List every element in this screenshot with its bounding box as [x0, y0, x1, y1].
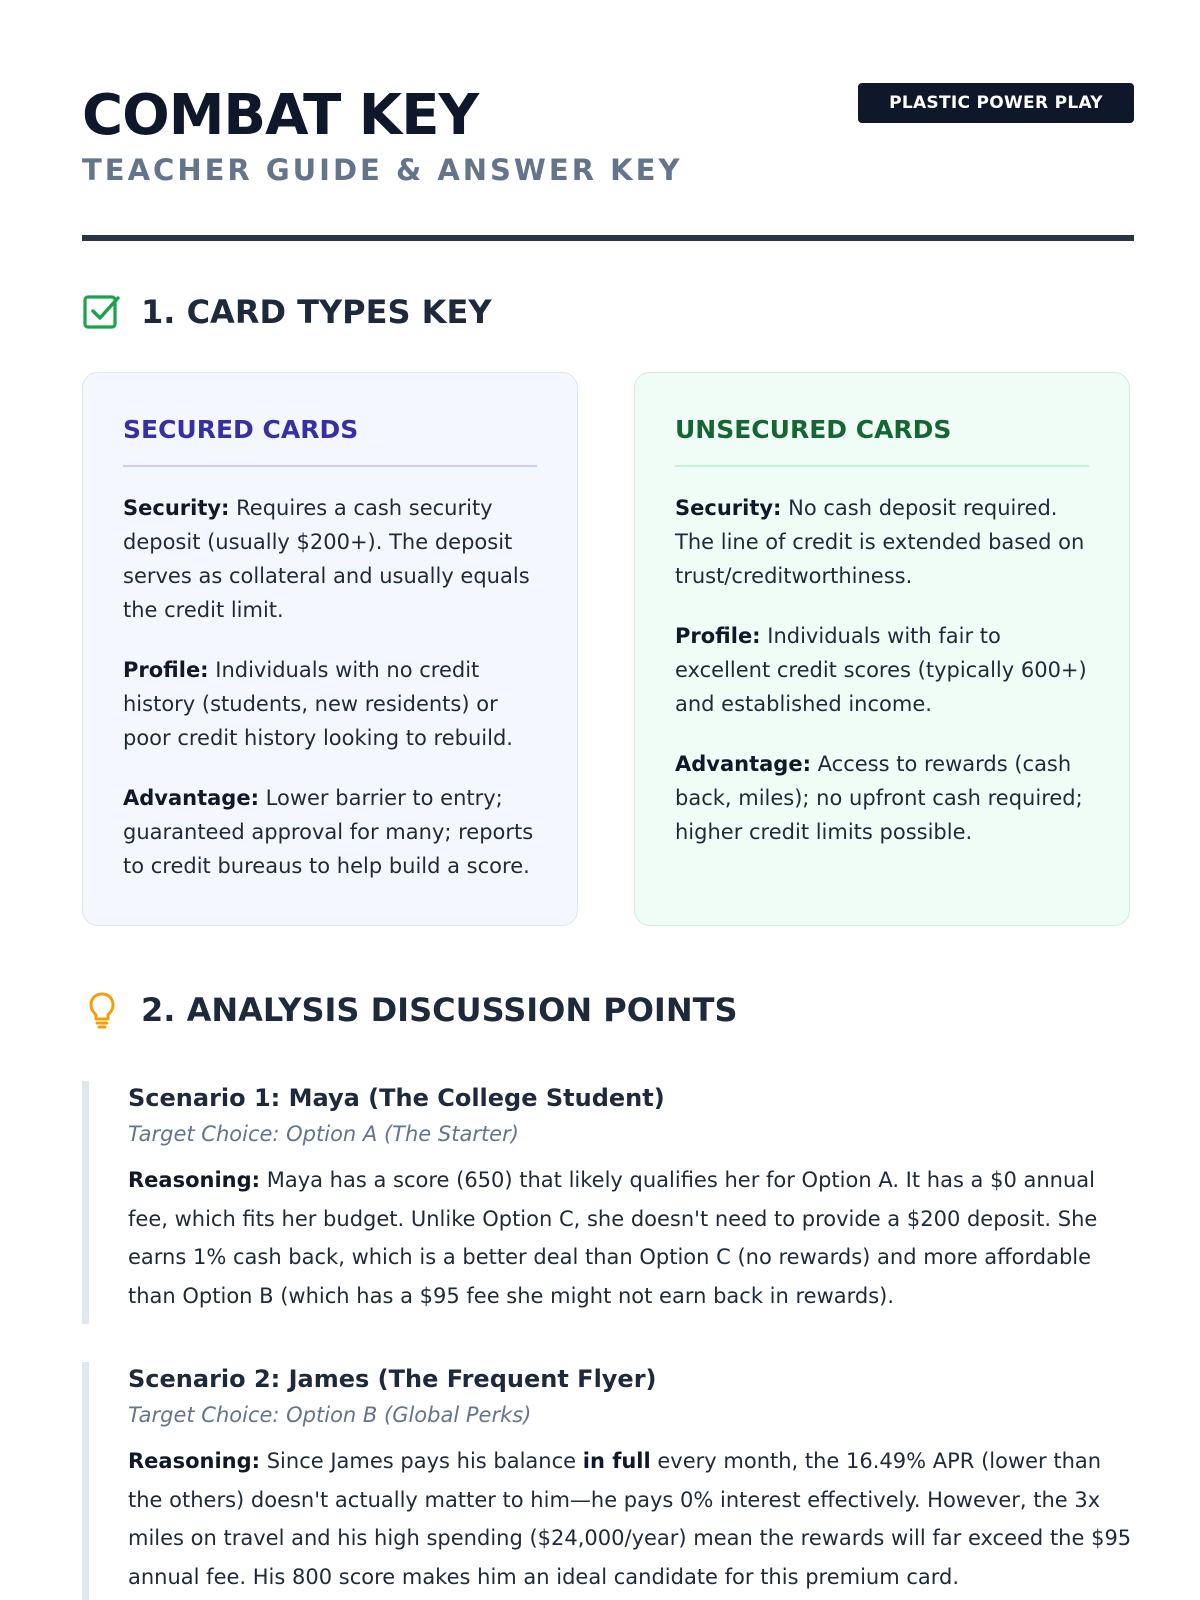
unsecured-profile-text: Profile: Individuals with fair to excellent credit scores (typically 600+) and established income.: [675, 624, 1087, 716]
section-card-types-heading: [82, 292, 1134, 332]
section-analysis-title: 2. ANALYSIS DISCUSSION POINTS: [141, 991, 738, 1029]
header-divider: [82, 235, 1134, 241]
secured-profile-text: Profile: Individuals with no credit history (students, new residents) or poor credit history looking to rebuild.: [123, 658, 513, 750]
check-square-icon: [82, 292, 122, 332]
secured-cards-title: SECURED CARDS: [123, 413, 537, 467]
lightbulb-icon: [82, 990, 122, 1030]
unsecured-advantage-text: Advantage: Access to rewards (cash back, miles); no upfront cash required; higher credit limits possible.: [675, 752, 1083, 844]
scenario-james: [82, 1362, 1134, 1600]
secured-cards-panel: [82, 372, 578, 926]
answer-key-page: [82, 0, 1134, 1600]
scenario-title: Scenario 1: Maya (The College Student): [128, 1084, 665, 1112]
page-header: [82, 82, 1134, 242]
section-card-types-title: 1. CARD TYPES KEY: [141, 293, 492, 331]
scenario-maya: [82, 1081, 1134, 1324]
unsecured-cards-panel: [634, 372, 1130, 926]
lesson-badge: PLASTIC POWER PLAY: [858, 83, 1134, 123]
scenario-reasoning: Reasoning: Maya has a score (650) that likely qualifies her for Option A. It has a $0 annual fee, which fits her budget. Unlike Option C, she doesn't need to provide a $200 deposit. She earns 1% cash back, which is a better deal than Option C (no rewards) and more affordable than Option B (which has a $95 fee she might not earn back in rewards).: [128, 1168, 1098, 1308]
page-title: COMBAT KEY: [82, 83, 478, 148]
target-choice: Target Choice: Option B (Global Perks): [128, 1403, 532, 1427]
unsecured-cards-title: UNSECURED CARDS: [675, 413, 1089, 467]
unsecured-security-text: Security: No cash deposit required. The line of credit is extended based on trust/creditworthiness.: [675, 496, 1085, 588]
page-subtitle: TEACHER GUIDE & ANSWER KEY: [82, 153, 683, 187]
secured-advantage-text: Advantage: Lower barrier to entry; guaranteed approval for many; reports to credit bureaus to help build a score.: [123, 786, 534, 878]
scenario-title: Scenario 2: James (The Frequent Flyer): [128, 1365, 657, 1393]
scenario-reasoning: Reasoning: Since James pays his balance in full every month, the 16.49% APR (lower than the others) doesn't actually matter to him—he pays 0% interest effectively. However, the 3x miles on travel and his high spending ($24,000/year) mean the rewards will far exceed the $95 annual fee. His 800 score makes him an ideal candidate for this premium card.: [128, 1449, 1132, 1589]
target-choice: Target Choice: Option A (The Starter): [128, 1122, 519, 1146]
section-analysis-heading: [82, 990, 1134, 1030]
secured-security-text: Security: Requires a cash security deposit (usually $200+). The deposit serves as collateral and usually equals the credit limit.: [123, 496, 530, 622]
